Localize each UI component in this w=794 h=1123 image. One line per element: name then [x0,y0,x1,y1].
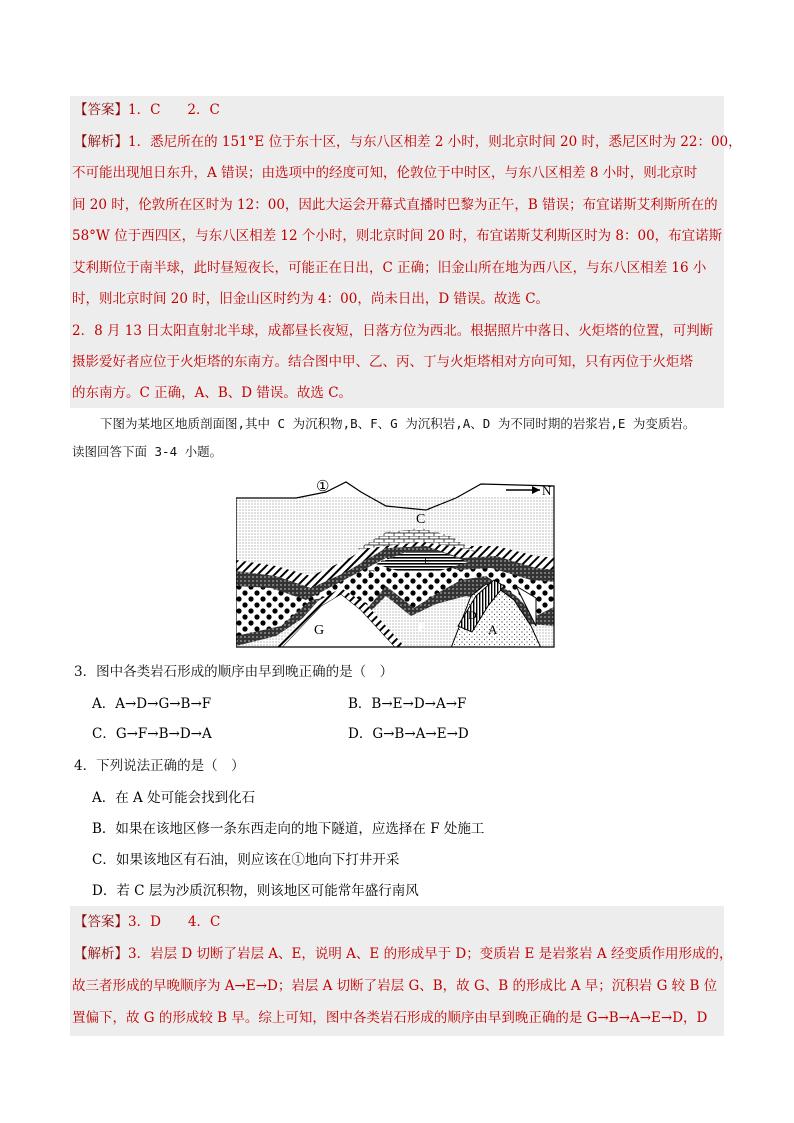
analysis-text: 间 20 时，伦敦所在区时为 12：00，因此大运会开幕式直播时巴黎为正午，B 错误；布宜诺斯艾利斯所在的 [72,197,718,213]
label-D: D [468,608,477,622]
q3-option-c[interactable]: C．G→F→B→D→A [92,726,212,742]
analysis-text: 艾利斯位于南半球，此时昼短夜长，可能正在日出，C 正确；旧金山所在地为西八区，与东八区相差 16 小 [72,260,707,276]
label-F: F [368,567,375,581]
analysis-text: 2．8 月 13 日太阳直射北半球，成都昼长夜短，日落方位为西北。根据照片中落日、火炬塔的位置，可判断 [72,323,714,339]
q4-stem: 4．下列说法正确的是（ ） [74,758,245,774]
answer-text: 3．D 4．C [128,914,221,930]
analysis-tag: 【解析】 [74,946,128,962]
analysis-line [74,944,732,964]
q4-option-d[interactable]: D．若 C 层为沙质沉积物，则该地区可能常年盛行南风 [92,883,419,899]
q4-option-a[interactable]: A．在 A 处可能会找到化石 [92,790,256,806]
analysis-text: 的东南方。C 正确，A、B、D 错误。故选 C。 [72,385,353,401]
geology-cross-section [236,476,556,648]
answer-tag: 【答案】 [74,102,128,118]
analysis-text: 时，则北京时间 20 时，旧金山区时约为 4：00，尚未日出，D 错误。故选 C。 [72,291,550,307]
analysis-text: 不可能出现旭日东升，A 错误；由选项中的经度可知，伦敦位于中时区，与东八区相差 8 小时，则北京时 [72,165,698,181]
analysis-tag: 【解析】 [74,134,128,150]
q3-option-b[interactable]: B．B→E→D→A→F [348,696,467,712]
analysis-text: 3．岩层 D 切断了岩层 A、E，说明 A、E 的形成早于 D；变质岩 E 是岩浆岩 A 经变质作用形成的， [128,946,733,962]
answer-line-1 [74,100,220,120]
label-G: G [314,623,325,638]
analysis-text: 58°W 位于西四区，与东八区相差 12 个小时，则北京时间 20 时，布宜诺斯艾利斯区时为 8：00，布宜诺斯 [72,228,723,244]
label-B: B [418,620,427,634]
q4-option-c[interactable]: C．如果该地区有石油，则应该在①地向下打井开采 [92,852,400,868]
label-A: A [488,622,498,637]
q3-option-a[interactable]: A．A→D→G→B→F [92,696,212,712]
q4-option-b[interactable]: B．如果在该地区修一条东西走向的地下隧道，应选择在 F 处施工 [92,821,485,837]
q3-option-d[interactable]: D．G→B→A→E→D [348,726,469,742]
analysis-text: 故三者形成的早晚顺序为 A→E→D；岩层 A 切断了岩层 G、B，故 G、B 的形成比 A 早；沉积岩 G 较 B 位 [72,978,718,994]
analysis-text: 摄影爱好者应位于火炬塔的东南方。结合图中甲、乙、丙、丁与火炬塔相对方向可知，只有丙位于火炬塔 [72,354,693,370]
analysis-text: 置偏下，故 G 的形成较 B 早。综上可知，图中各类岩石形成的顺序由早到晚正确的是 G→B→A→E→D，D [72,1010,708,1026]
analysis-text: 1．悉尼所在的 151°E 位于东十区，与东八区相差 2 小时，则北京时间 20 时，悉尼区时为 22：00， [128,134,742,150]
answer-line-2 [74,912,220,932]
label-E: E [424,556,430,566]
answer-tag: 【答案】 [74,914,128,930]
analysis-line [74,132,742,152]
intro-line-1: 下图为某地区地质剖面图,其中 C 为沉积物,B、F、G 为沉积岩,A、D 为不同时期的岩浆岩,E 为变质岩。 [100,416,696,431]
answer-text: 1．C 2．C [128,102,220,118]
label-north: N [542,483,552,498]
label-C: C [416,512,426,527]
intro-line-2: 读图回答下面 3-4 小题。 [72,444,223,459]
label-one: ① [316,479,330,495]
q3-stem: 3．图中各类岩石形成的顺序由早到晚正确的是（ ） [74,664,394,680]
